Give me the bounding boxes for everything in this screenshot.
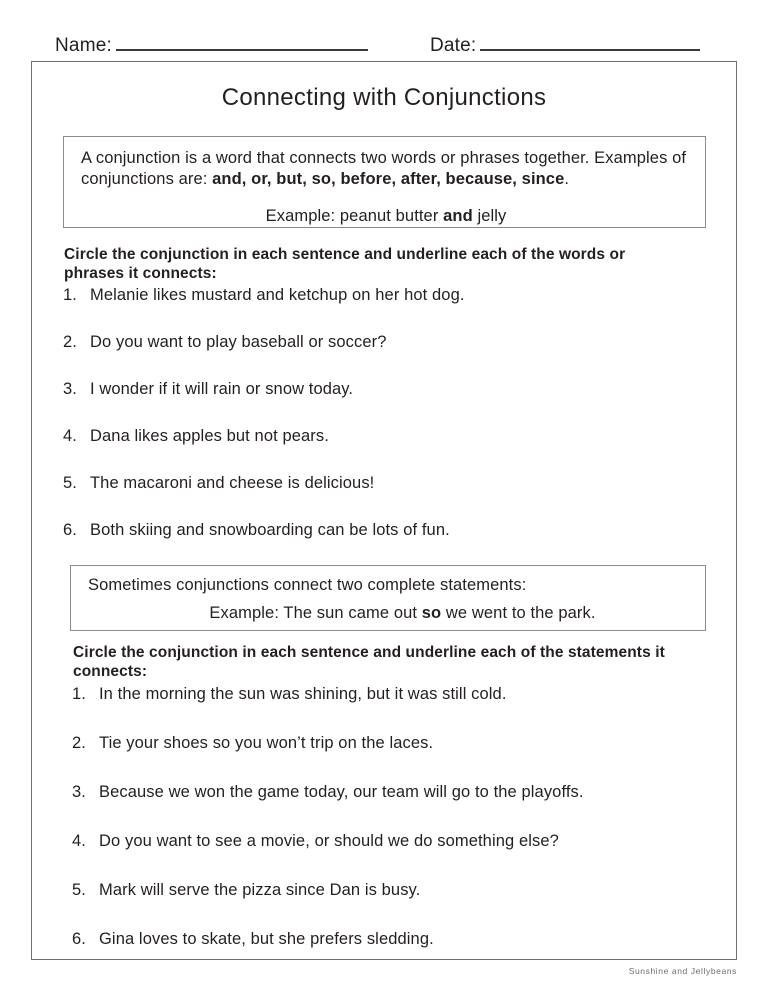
statements-example [88,603,691,624]
statements-box [70,565,706,631]
question-text: I wonder if it will rain or snow today. [90,380,354,398]
section-2-question-list [72,685,702,979]
question-text: Mark will serve the pizza since Dan is busy. [99,881,421,899]
question-number: 1. [72,685,86,703]
question-text: Do you want to see a movie, or should we do something else? [99,832,559,850]
list-item[interactable] [72,832,702,881]
question-number: 3. [72,783,86,801]
section-2-instructions: Circle the conjunction in each sentence and underline each of the statements it connects: [73,644,665,680]
question-number: 1. [63,286,77,304]
question-text: Both skiing and snowboarding can be lots of fun. [90,521,450,539]
definition-text-part1: A conjunction is a word that connects two words or phrases together. Examples of conjunctions are: [81,149,687,188]
question-number: 6. [72,930,86,948]
definition-text [81,148,691,190]
definition-text-part2: . [564,170,570,188]
question-text: The macaroni and cheese is delicious! [90,474,375,492]
definition-example-conjunction: and [443,207,473,225]
page-title: Connecting with Conjunctions [221,84,547,111]
date-label: Date: [429,35,477,56]
date-write-line[interactable] [480,34,700,51]
list-item[interactable] [72,881,702,930]
conjunction-word-list: and, or, but, so, before, after, because, since [212,170,565,188]
name-label: Name: [55,35,112,56]
list-item[interactable] [72,930,702,979]
list-item[interactable] [72,685,702,734]
list-item[interactable] [63,427,703,474]
question-text: Gina loves to skate, but she prefers sledding. [99,930,434,948]
name-write-line[interactable] [116,34,368,51]
question-number: 3. [63,380,77,398]
statements-text: Sometimes conjunctions connect two complete statements: [88,576,527,594]
definition-box [63,136,706,228]
definition-example-suffix: jelly [472,207,507,225]
name-date-row [0,27,768,57]
question-text: Melanie likes mustard and ketchup on her hot dog. [90,286,465,304]
definition-example [81,206,691,227]
list-item[interactable] [63,521,703,568]
section-1-instructions: Circle the conjunction in each sentence and underline each of the words or phrases it connects: [64,246,626,282]
section-1-question-list [63,286,703,568]
question-number: 6. [63,521,77,539]
date-field-group [430,34,700,57]
question-number: 2. [63,333,77,351]
list-item[interactable] [72,734,702,783]
list-item[interactable] [63,474,703,521]
question-text: Tie your shoes so you won’t trip on the laces. [99,734,434,752]
question-text: In the morning the sun was shining, but it was still cold. [99,685,507,703]
question-number: 2. [72,734,86,752]
list-item[interactable] [63,380,703,427]
question-number: 5. [63,474,77,492]
question-text: Because we won the game today, our team will go to the playoffs. [99,783,584,801]
question-number: 5. [72,881,86,899]
publisher-credit: Sunshine and Jellybeans [628,966,737,976]
question-text: Do you want to play baseball or soccer? [90,333,387,351]
definition-example-prefix: Example: peanut butter [265,207,444,225]
name-field-group [55,34,368,57]
statements-example-suffix: we went to the park. [441,604,596,622]
statements-example-conjunction: so [421,604,442,622]
question-number: 4. [72,832,86,850]
statements-example-prefix: Example: The sun came out [209,604,422,622]
list-item[interactable] [63,286,703,333]
list-item[interactable] [72,783,702,832]
question-number: 4. [63,427,77,445]
question-text: Dana likes apples but not pears. [90,427,329,445]
list-item[interactable] [63,333,703,380]
